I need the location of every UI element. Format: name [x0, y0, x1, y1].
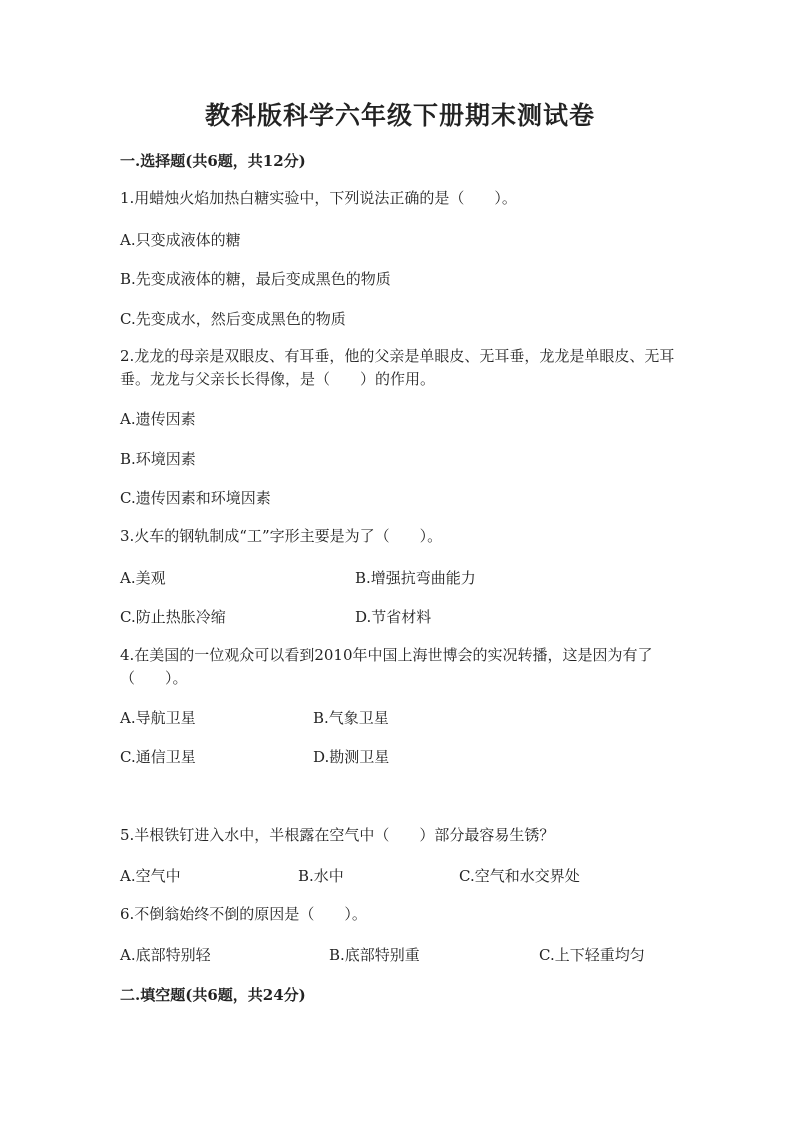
question-1-option-c: C.先变成水，然后变成黑色的物质	[120, 310, 346, 328]
question-4-option-b: B.气象卫星	[313, 709, 389, 727]
question-6-option-b: B.底部特别重	[329, 946, 420, 964]
question-3-option-a: A.美观	[120, 569, 166, 587]
question-4-option-c: C.通信卫星	[120, 748, 196, 766]
question-4-option-a: A.导航卫星	[120, 709, 196, 727]
question-6-stem: 6.不倒翁始终不倒的原因是（ ）。	[120, 905, 367, 923]
question-1-option-a: A.只变成液体的糖	[120, 231, 241, 249]
page-title: 教科版科学六年级下册期末测试卷	[204, 101, 595, 130]
question-3-option-b: B.增强抗弯曲能力	[355, 569, 476, 587]
question-1-option-b: B.先变成液体的糖，最后变成黑色的物质	[120, 270, 391, 288]
question-1-stem: 1.用蜡烛火焰加热白糖实验中，下列说法正确的是（ ）。	[120, 189, 517, 207]
section-heading-fill-in: 二.填空题(共6题，共24分)	[120, 986, 306, 1004]
question-5-option-a: A.空气中	[120, 867, 181, 885]
question-2-option-c: C.遗传因素和环境因素	[120, 489, 271, 507]
question-2-stem: 2.龙龙的母亲是双眼皮、有耳垂，他的父亲是单眼皮、无耳垂，龙龙是单眼皮、无耳垂。龙龙与父亲长长得像，是（ ）的作用。	[120, 347, 675, 388]
question-4-stem: 4.在美国的一位观众可以看到2010年中国上海世博会的实况转播，这是因为有了（ ）。	[120, 646, 653, 687]
section-heading-choice: 一.选择题(共6题，共12分)	[120, 152, 306, 170]
question-2-option-b: B.环境因素	[120, 450, 196, 468]
question-4-option-d: D.勘测卫星	[313, 748, 390, 766]
question-5-option-c: C.空气和水交界处	[459, 867, 580, 885]
question-3-option-c: C.防止热胀冷缩	[120, 608, 226, 626]
question-2-option-a: A.遗传因素	[120, 410, 196, 428]
question-3-stem: 3.火车的钢轨制成“工”字形主要是为了（ ）。	[120, 527, 443, 545]
question-5-option-b: B.水中	[298, 867, 344, 885]
question-5-stem: 5.半根铁钉进入水中，半根露在空气中（ ）部分最容易生锈？	[120, 826, 555, 844]
question-6-option-c: C.上下轻重均匀	[539, 946, 645, 964]
question-6-option-a: A.底部特别轻	[120, 946, 211, 964]
question-3-option-d: D.节省材料	[355, 608, 432, 626]
